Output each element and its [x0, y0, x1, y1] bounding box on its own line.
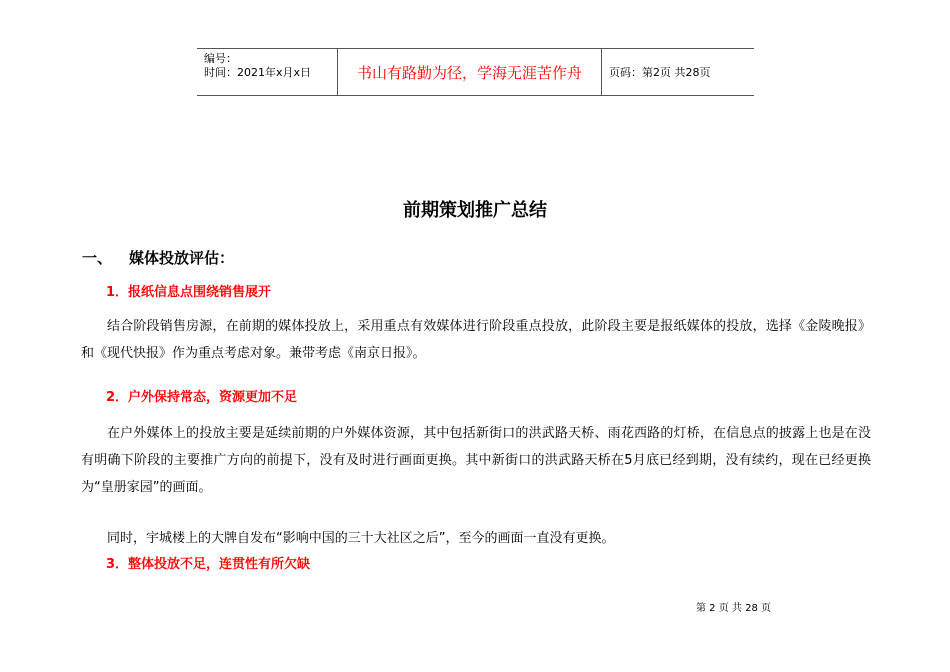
page-footer: 第 2 页 共 28 页: [696, 603, 771, 614]
document-title: 前期策划推广总结: [403, 200, 547, 221]
header-motto: 书山有路勤为径，学海无涯苦作舟: [337, 49, 602, 95]
subheading-2: 2．户外保持常态，资源更加不足: [106, 390, 298, 405]
number-label: 编号：: [204, 52, 237, 65]
section-number: 一、: [82, 249, 113, 267]
subheading-3: 3．整体投放不足，连贯性有所欠缺: [106, 557, 311, 572]
header-meta: [197, 49, 337, 95]
section-heading: [82, 248, 234, 268]
section-title: 媒体投放评估：: [129, 249, 235, 267]
subheading-1: 1．报纸信息点围绕销售展开: [106, 285, 272, 300]
page-header: [197, 48, 754, 96]
header-page-info: 页码：第2页 共28页: [609, 66, 711, 79]
paragraph-3: 同时，宇城楼上的大牌自发布“影响中国的三十大社区之后”，至今的画面一直没有更换。: [107, 531, 615, 546]
paragraph-2: 在户外媒体上的投放主要是延续前期的户外媒体资源，其中包括新街口的洪武路天桥、雨花西路的灯桥，在信息点的披露上也是在没有明确下阶段的主要推广方向的前提下，没有及时进行画面更换。其中新街口的洪武路天桥在5月底已经到期，没有续约，现在已经更换为“皇册家园”的画面。: [81, 426, 871, 495]
time-label: 时间：2021年x月x日: [204, 66, 312, 79]
paragraph-1: 结合阶段销售房源，在前期的媒体投放上，采用重点有效媒体进行阶段重点投放，此阶段主要是报纸媒体的投放，选择《金陵晚报》和《现代快报》作为重点考虑对象。兼带考虑《南京日报》。: [81, 319, 871, 361]
